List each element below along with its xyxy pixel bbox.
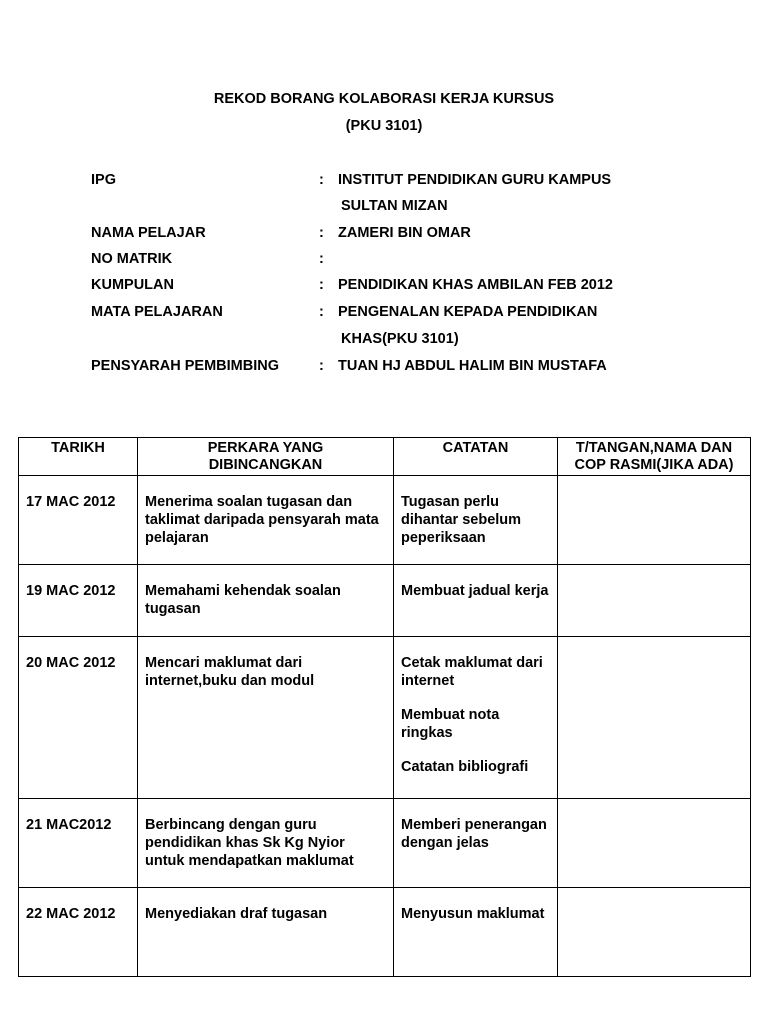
info-ipg-continued	[91, 198, 711, 218]
info-colon: :	[319, 358, 324, 374]
tandatangan-text	[558, 637, 750, 654]
table-row	[19, 565, 751, 637]
cell-tarikh	[19, 565, 138, 637]
cell-tandatangan	[558, 476, 751, 565]
form-title: REKOD BORANG KOLABORASI KERJA KURSUS	[213, 91, 555, 107]
info-pensyarah	[91, 358, 711, 378]
info-label: KUMPULAN	[91, 277, 174, 293]
catatan-text: Membuat jadual kerja	[401, 583, 549, 599]
info-ipg	[91, 172, 711, 192]
cell-catatan	[394, 637, 558, 799]
header-tandatangan-line1: T/TANGAN,NAMA DAN	[575, 440, 733, 456]
info-label: NAMA PELAJAR	[91, 225, 206, 241]
header-tandatangan	[558, 438, 751, 476]
info-label: MATA PELAJARAN	[91, 304, 223, 320]
info-value: PENDIDIKAN KHAS AMBILAN FEB 2012	[338, 277, 613, 293]
perkara-text: Memahami kehendak soalan tugasan	[145, 583, 341, 617]
header-perkara-line1: PERKARA YANG	[207, 440, 324, 456]
cell-perkara	[138, 799, 394, 888]
info-colon: :	[319, 225, 324, 241]
cell-perkara	[138, 888, 394, 977]
cell-tarikh	[19, 888, 138, 977]
info-no-matrik	[91, 251, 711, 271]
catatan-text: Cetak maklumat dari internet	[401, 655, 543, 689]
cell-catatan	[394, 888, 558, 977]
collaboration-log-table	[18, 437, 751, 977]
info-nama-pelajar	[91, 225, 711, 245]
perkara-text: Berbincang dengan guru pendidikan khas Sk Kg Nyior untuk mendapatkan maklumat	[145, 817, 354, 869]
info-label: NO MATRIK	[91, 251, 173, 267]
tandatangan-text	[558, 799, 750, 816]
info-value: ZAMERI BIN OMAR	[338, 225, 471, 241]
header-perkara-line2: DIBINCANGKAN	[208, 457, 323, 473]
info-colon: :	[319, 251, 324, 267]
header-catatan-label: CATATAN	[442, 440, 509, 456]
cell-perkara	[138, 637, 394, 799]
perkara-text: Menerima soalan tugasan dan taklimat daripada pensyarah mata pelajaran	[145, 494, 379, 546]
table-row	[19, 888, 751, 977]
course-code: (PKU 3101)	[345, 118, 423, 134]
perkara-text: Mencari maklumat dari internet,buku dan modul	[145, 655, 315, 689]
info-mata-pelajaran	[91, 304, 711, 324]
info-value: INSTITUT PENDIDIKAN GURU KAMPUS	[338, 172, 612, 188]
tarikh-text: 22 MAC 2012	[26, 906, 116, 922]
info-value-continued: KHAS(PKU 3101)	[341, 331, 459, 347]
info-label: IPG	[91, 172, 116, 188]
catatan-text: Catatan bibliografi	[401, 759, 529, 775]
cell-perkara	[138, 476, 394, 565]
tandatangan-text	[558, 565, 750, 582]
cell-catatan	[394, 799, 558, 888]
header-perkara	[138, 438, 394, 476]
info-colon: :	[319, 172, 324, 188]
tarikh-text: 17 MAC 2012	[26, 494, 116, 510]
tarikh-text: 19 MAC 2012	[26, 583, 116, 599]
info-kumpulan	[91, 277, 711, 297]
info-colon: :	[319, 304, 324, 320]
catatan-text: Memberi penerangan dengan jelas	[401, 817, 547, 851]
cell-tandatangan	[558, 565, 751, 637]
cell-perkara	[138, 565, 394, 637]
cell-catatan	[394, 565, 558, 637]
table-row	[19, 799, 751, 888]
cell-tandatangan	[558, 888, 751, 977]
cell-catatan	[394, 476, 558, 565]
perkara-text: Menyediakan draf tugasan	[145, 906, 328, 922]
header-tarikh-label: TARIKH	[51, 440, 105, 456]
header-tarikh	[19, 438, 138, 476]
info-mata-pelajaran-continued	[91, 331, 711, 351]
table-header-row	[19, 438, 751, 476]
tarikh-text: 21 MAC2012	[26, 817, 112, 833]
info-colon: :	[319, 277, 324, 293]
info-value: PENGENALAN KEPADA PENDIDIKAN	[338, 304, 598, 320]
cell-tandatangan	[558, 637, 751, 799]
catatan-text: Membuat nota ringkas	[401, 707, 500, 741]
cell-tarikh	[19, 476, 138, 565]
tandatangan-text	[558, 476, 750, 493]
cell-tarikh	[19, 799, 138, 888]
cell-tarikh	[19, 637, 138, 799]
header-tandatangan-line2: COP RASMI(JIKA ADA)	[574, 457, 734, 473]
info-value: TUAN HJ ABDUL HALIM BIN MUSTAFA	[338, 358, 607, 374]
info-label: PENSYARAH PEMBIMBING	[91, 358, 279, 374]
info-value-continued: SULTAN MIZAN	[341, 198, 448, 214]
catatan-text: Tugasan perlu dihantar sebelum peperiksaan	[401, 494, 522, 546]
table-row	[19, 476, 751, 565]
header-catatan	[394, 438, 558, 476]
table-row	[19, 637, 751, 799]
cell-tandatangan	[558, 799, 751, 888]
tarikh-text: 20 MAC 2012	[26, 655, 116, 671]
catatan-text: Menyusun maklumat	[401, 906, 545, 922]
tandatangan-text	[558, 888, 750, 905]
